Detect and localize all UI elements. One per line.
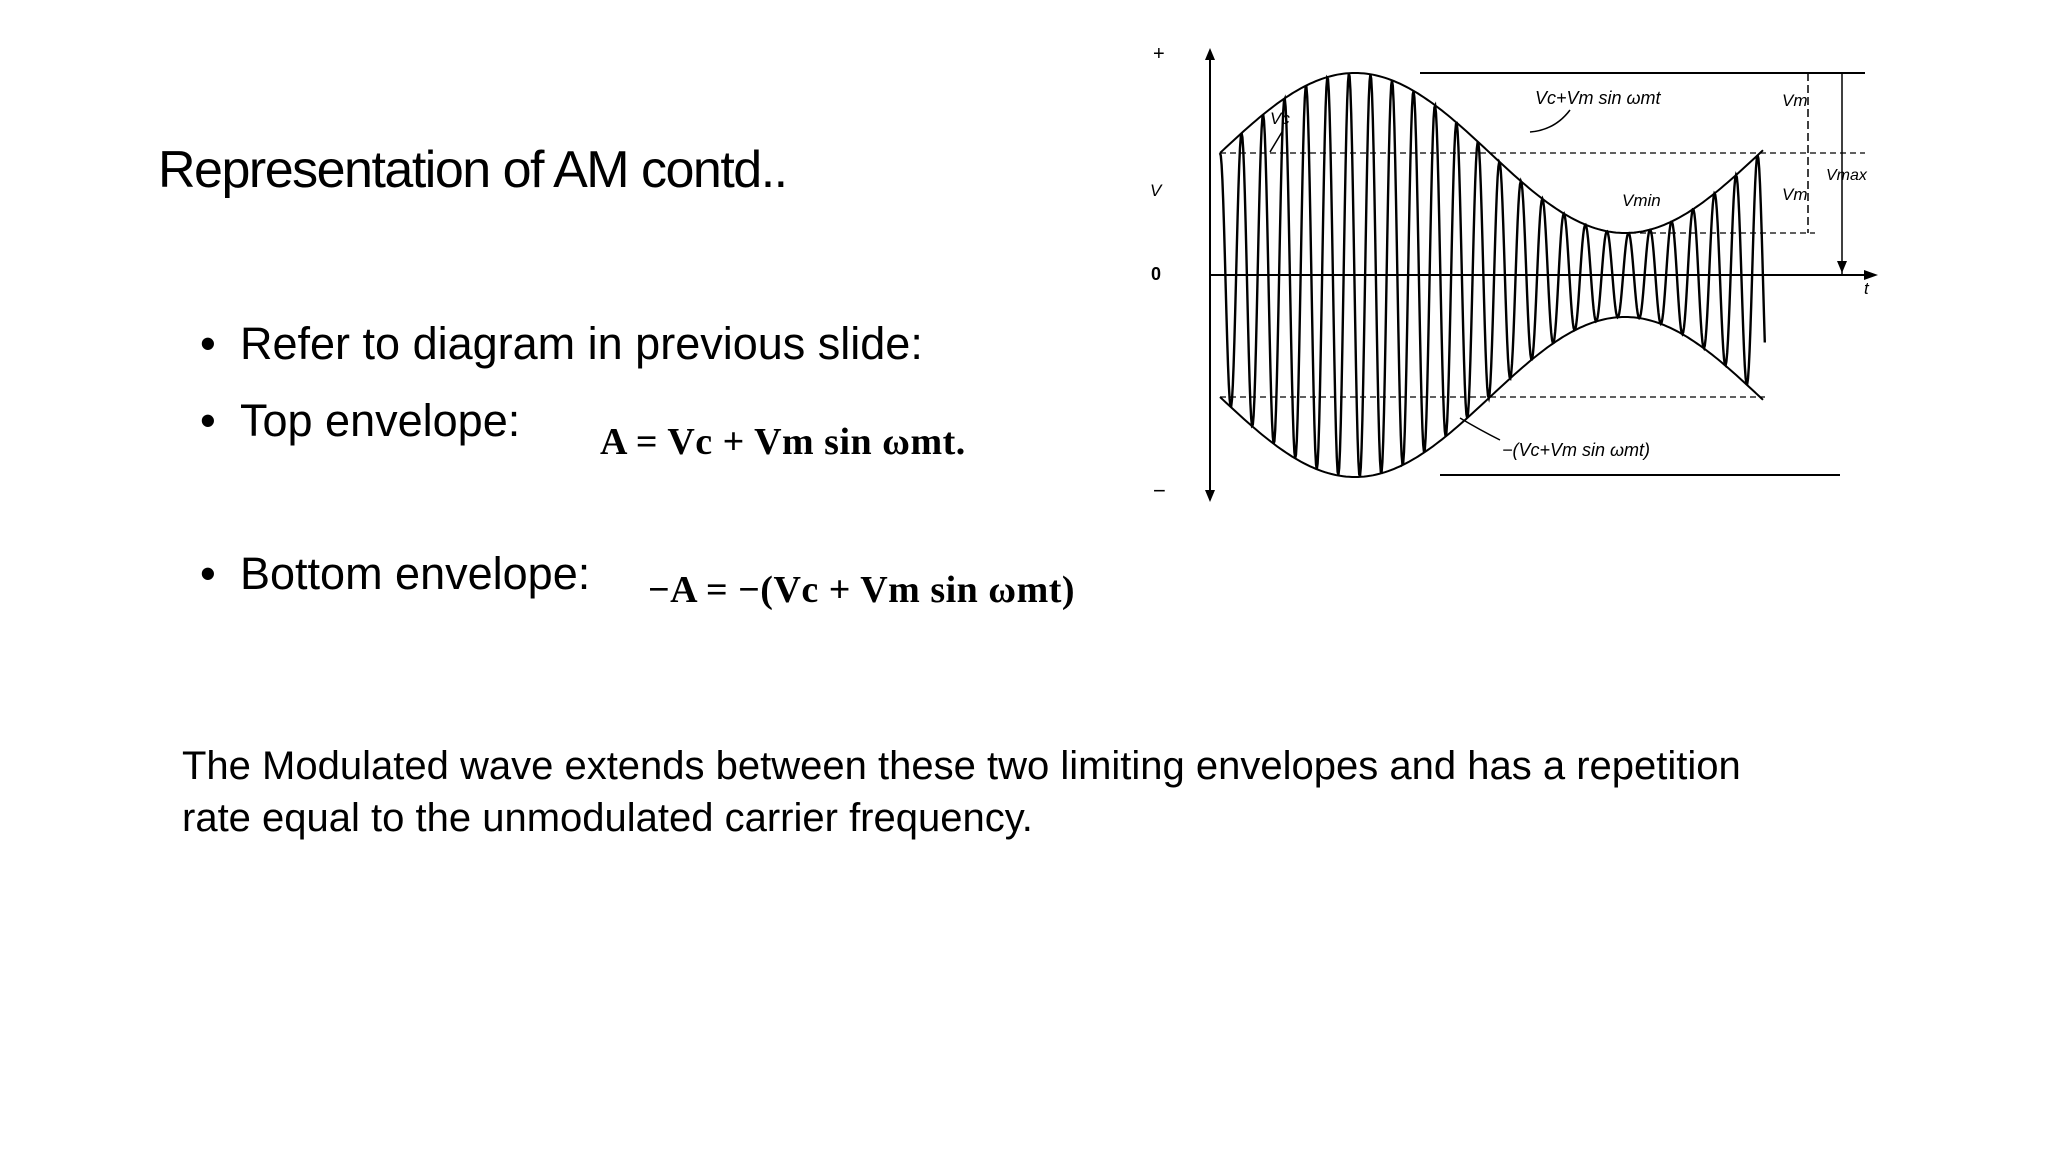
t-axis-label: t bbox=[1864, 279, 1869, 298]
description-paragraph: The Modulated wave extends between these two limiting envelopes and has a repetition rate equal to the unmodulated carrier frequency. bbox=[182, 744, 1741, 840]
vm-lower-label: Vm bbox=[1782, 185, 1808, 204]
vertical-axis-arrow-down bbox=[1205, 490, 1215, 502]
slide-title: Representation of AM contd.. bbox=[158, 141, 787, 199]
top-envelope-equation: A = Vc + Vm sin ωmt. bbox=[600, 421, 966, 463]
vc-label: Vc bbox=[1270, 109, 1290, 128]
top-envelope-leader bbox=[1530, 110, 1570, 132]
bullet-dot: • bbox=[200, 395, 216, 446]
bullet-dot: • bbox=[200, 318, 216, 369]
bullet-text: Top envelope: bbox=[240, 395, 521, 446]
zero-label: 0 bbox=[1151, 264, 1162, 284]
bottom-envelope-equation: −A = −(Vc + Vm sin ωmt) bbox=[648, 569, 1076, 611]
waveform-group bbox=[1205, 48, 1878, 502]
bullet-text: Bottom envelope: bbox=[240, 548, 591, 599]
bullet-item bbox=[200, 318, 923, 370]
vmax-dimension-arrow bbox=[1837, 261, 1847, 273]
minus-label: − bbox=[1153, 478, 1166, 503]
bottom-envelope-leader bbox=[1460, 418, 1500, 440]
bullet-item bbox=[200, 395, 520, 447]
bullet-item bbox=[200, 548, 590, 600]
bottom-envelope-label: −(Vc+Vm sin ωmt) bbox=[1502, 440, 1651, 460]
bullet-dot: • bbox=[200, 548, 216, 599]
vm-upper-label: Vm bbox=[1782, 91, 1808, 110]
vmax-label: Vmax bbox=[1826, 167, 1867, 184]
vc-pointer-line bbox=[1270, 132, 1282, 152]
top-envelope-label: Vc+Vm sin ωmt bbox=[1535, 88, 1661, 108]
bullet-text: Refer to diagram in previous slide: bbox=[240, 318, 923, 369]
vertical-axis-arrow-up bbox=[1205, 48, 1215, 60]
am-waveform-diagram bbox=[1150, 40, 1910, 510]
v-axis-label: V bbox=[1150, 181, 1162, 200]
vmin-label: Vmin bbox=[1622, 191, 1661, 210]
plus-label: + bbox=[1153, 43, 1165, 65]
